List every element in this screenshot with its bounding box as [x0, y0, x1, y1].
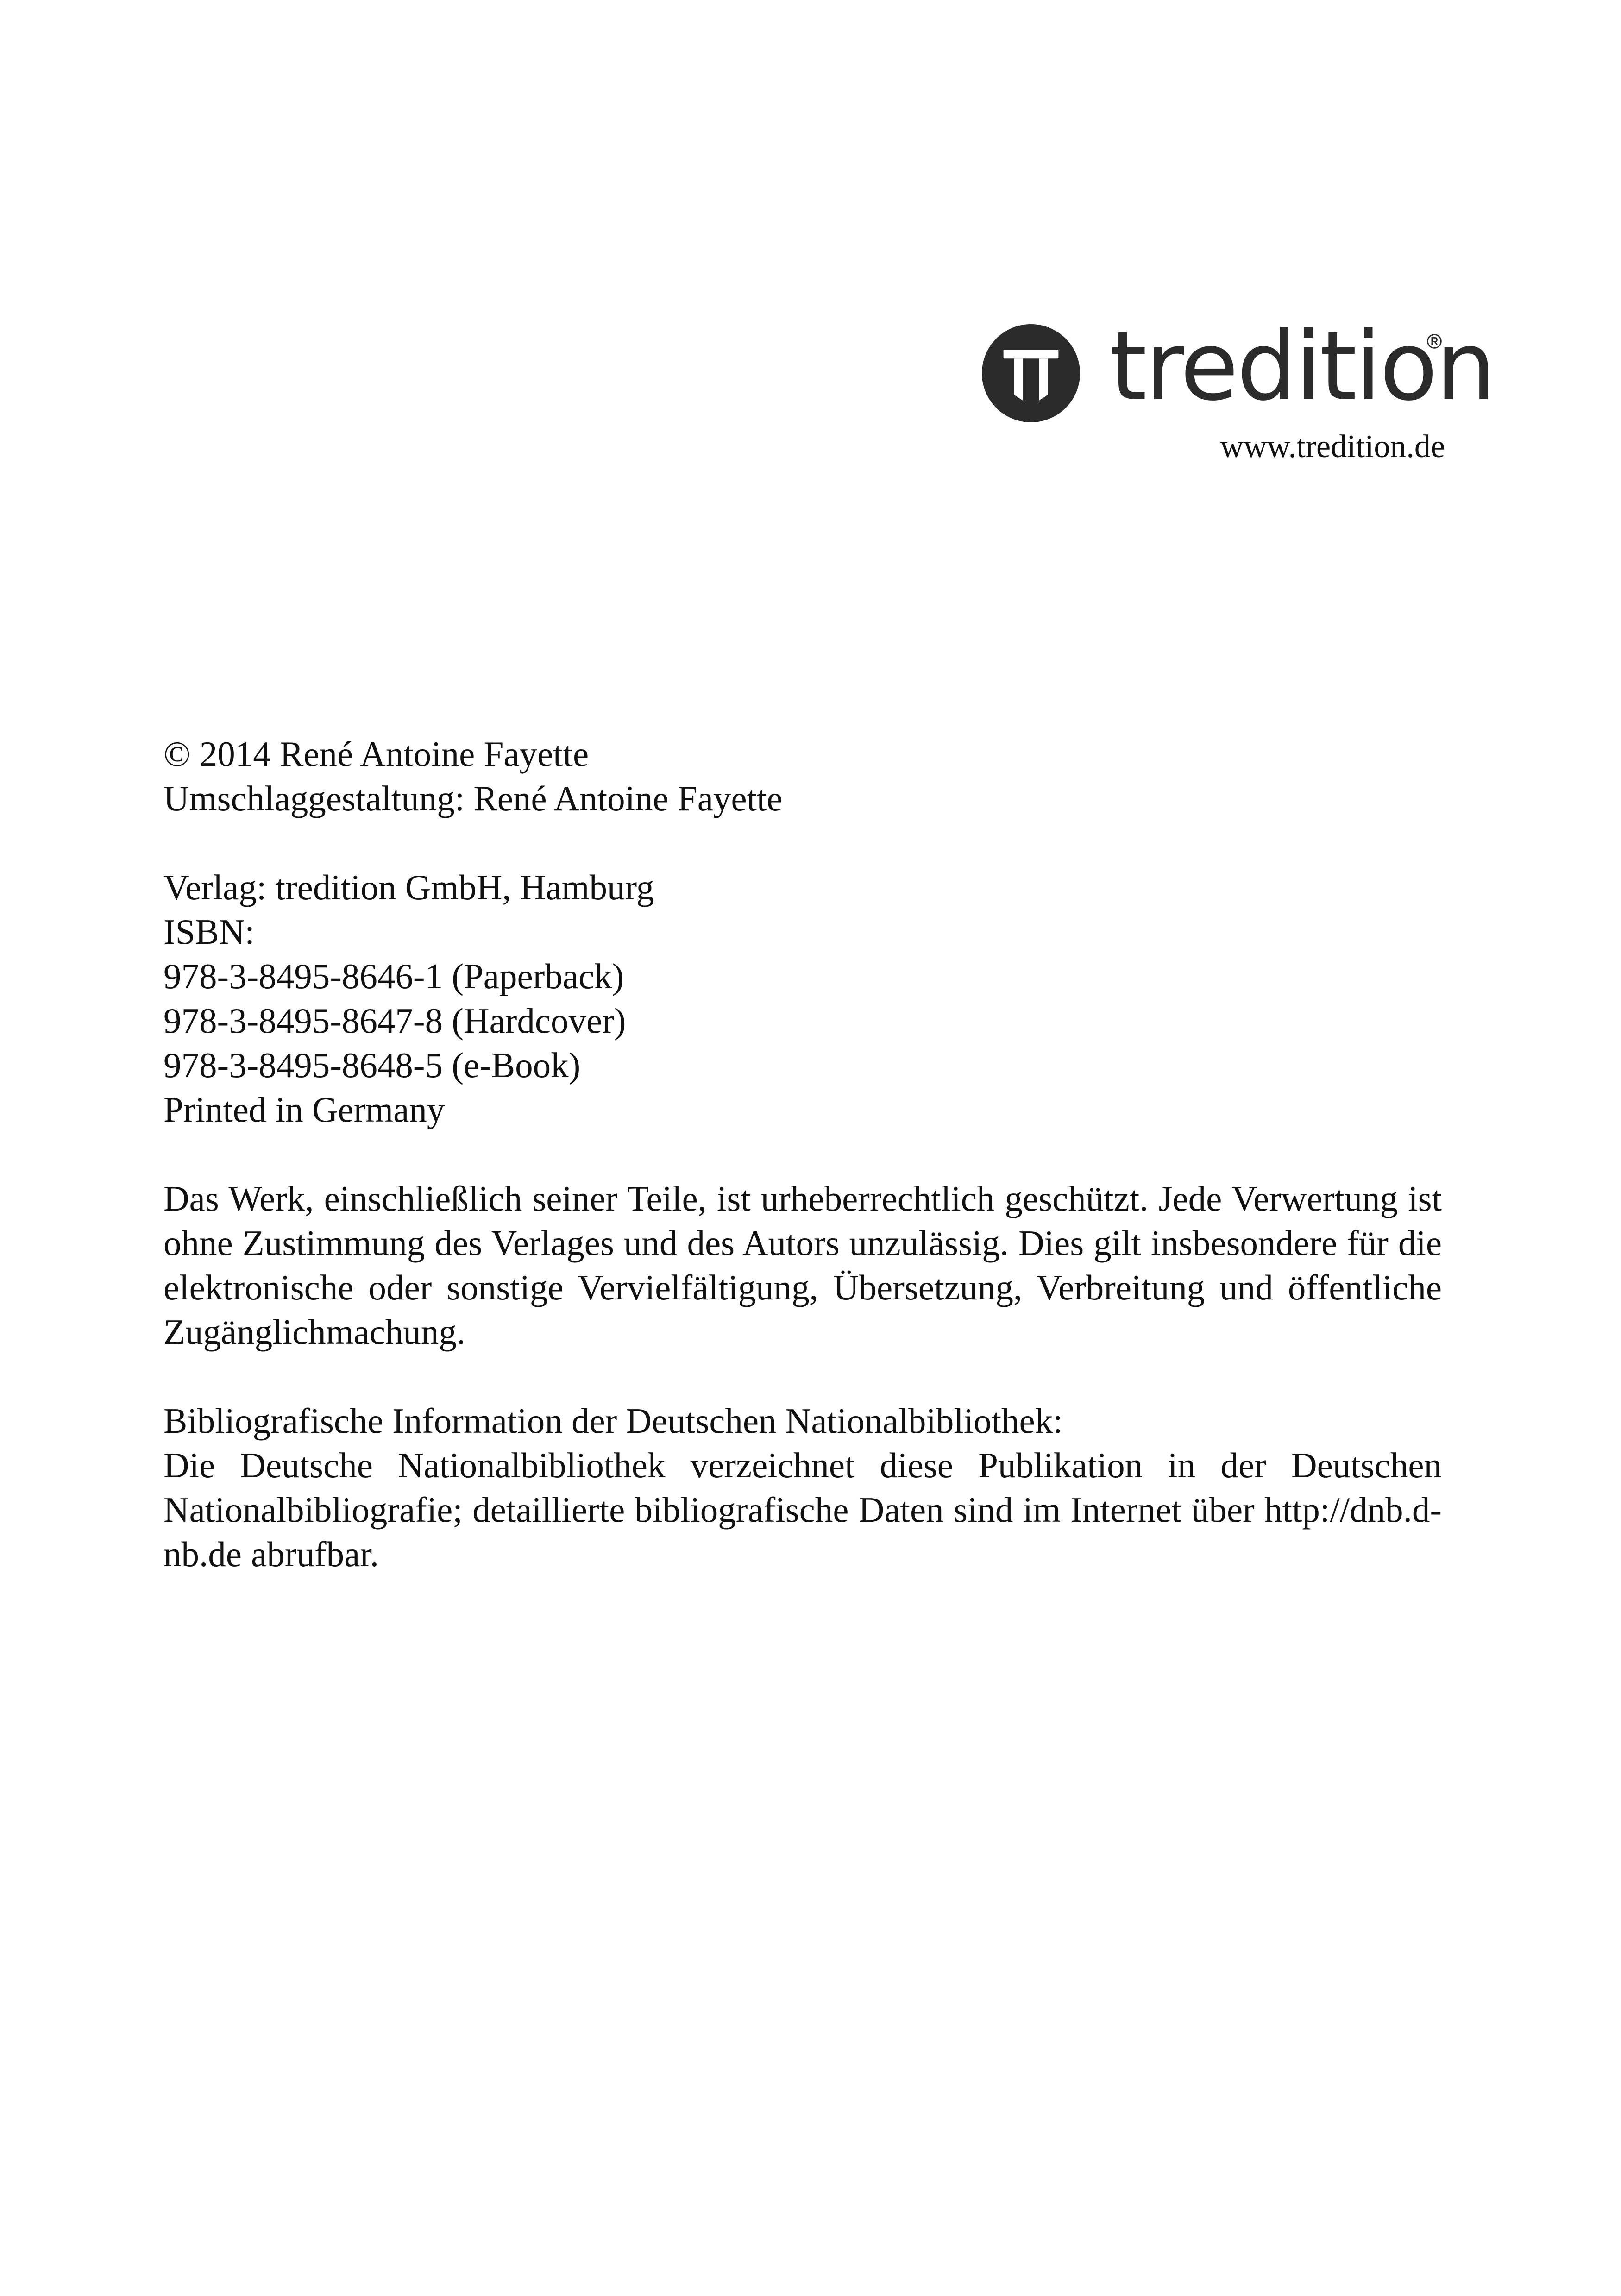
copyright-notice: © 2014 René Antoine Fayette: [163, 734, 589, 774]
publisher-website-url: www.tredition.de: [1220, 429, 1445, 464]
bibliographic-text: Die Deutsche Nationalbibliothek verzeichnet diese Publikation in der Deutschen Nationalbibliografie; detaillierte bibliografische Daten sind im Internet über http://dnb.d-nb.de abrufbar.: [163, 1445, 1442, 1574]
tredition-logo-icon: [982, 324, 1080, 422]
publisher-logo-wordmark: tredition: [1110, 312, 1495, 422]
isbn-paperback: 978-3-8495-8646-1 (Paperback): [163, 956, 624, 996]
spacer: [163, 1354, 1442, 1399]
printed-in: Printed in Germany: [163, 1090, 445, 1129]
publisher-line: Verlag: tredition GmbH, Hamburg: [163, 867, 654, 907]
spacer: [163, 821, 1442, 865]
registered-trademark-icon: [1426, 333, 1442, 349]
imprint-text: [163, 732, 1442, 1576]
publisher-logo-block: [982, 306, 1495, 464]
isbn-hardcover: 978-3-8495-8647-8 (Hardcover): [163, 1001, 626, 1041]
legal-notice: Das Werk, einschließlich seiner Teile, ist urheberrechtlich geschützt. Jede Verwertung ist ohne Zustimmung des Verlages und des Autors unzulässig. Dies gilt insbesondere für die elektronische oder sonstige Vervielfältigung, Übersetzung, Verbreitung und öffentliche Zugänglichmachung.: [163, 1179, 1442, 1352]
cover-design-credit: Umschlaggestaltung: René Antoine Fayette: [163, 778, 783, 818]
isbn-label: ISBN:: [163, 912, 255, 952]
spacer: [163, 1132, 1442, 1176]
bibliographic-heading: Bibliografische Information der Deutschen Nationalbibliothek:: [163, 1401, 1063, 1441]
isbn-ebook: 978-3-8495-8648-5 (e-Book): [163, 1045, 581, 1085]
